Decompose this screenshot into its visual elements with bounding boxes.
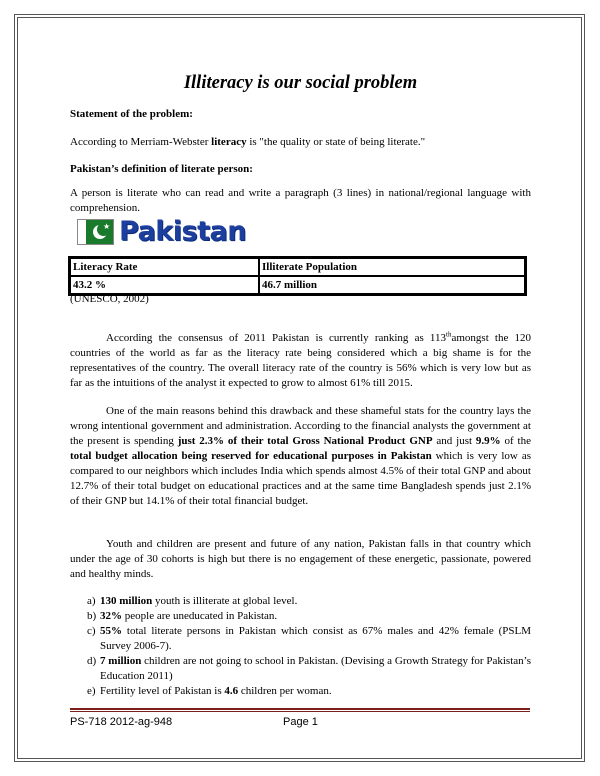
list-text: Fertility level of Pakistan is [100, 685, 225, 697]
list-marker: c) [87, 625, 96, 637]
p2-e: of the [500, 435, 531, 447]
pakistan-flag-icon: ★ [77, 219, 114, 245]
p2-f: total budget allocation being reserved for educational purposes in Pakistan [70, 450, 432, 462]
list-item [70, 684, 531, 699]
list-marker: b) [87, 610, 97, 622]
footer-code: PS-718 2012-ag-948 [70, 716, 173, 728]
list-bold: 4.6 [224, 685, 239, 697]
list-text: children per woman. [238, 685, 332, 697]
p1-a: According the consensus of 2011 Pakistan is currently ranking as 113 [106, 332, 447, 344]
p1-b: amongst the 120 countries of the world as far as the literacy rate being considered which a big shame is for the representatives of the country. The overall literacy rate of the country is 56% which is very low but as far as the intuitions of the analyst it expected to grow to almost 61% till 2015. [70, 332, 532, 389]
list-marker: e) [87, 685, 96, 697]
list-marker: d) [87, 655, 97, 667]
merriam-post: is "the quality or state of being literate." [246, 136, 426, 148]
list-text: total literate persons in Pakistan which consist as 67% males and 42% female (PSLM Survey 2006-7). [100, 625, 531, 652]
list-item [70, 594, 531, 609]
statistics-list [70, 594, 531, 699]
list-marker: a) [87, 595, 96, 607]
p2-a: One of the main reasons behind this drawback and these shameful stats for the country lays the wrong intentional government and administration. According to the financial analysts the government at the present is spending [70, 405, 531, 447]
footer-rule-thin [70, 711, 530, 712]
paragraph-ranking [70, 331, 531, 391]
definition-heading: Pakistan’s definition of literate person: [70, 163, 253, 175]
p2-g: which is very low as compared to our neighbors which includes India which spends almost 4.5% of their total GNP and about 12.7% of their total budget on educational practices and at the same time Bangladesh spends just 2.1% of their GNP but 14.1% of their total financial budget. [70, 450, 531, 507]
paragraph-youth: Youth and children are present and future of any nation, Pakistan falls in that country which under the age of 30 cohorts is high but there is no engagement of these energetic, passionate, powered and healthy minds. [70, 538, 531, 580]
table-header-literacy-rate: Literacy Rate [70, 258, 259, 276]
table-cell-literacy-rate: 43.2 % [70, 276, 259, 294]
p1-sup: th [446, 330, 452, 339]
list-bold: 32% [100, 610, 122, 622]
literacy-table [68, 256, 527, 296]
list-bold: 7 million [100, 655, 142, 667]
list-bold: 55% [100, 625, 122, 637]
merriam-definition [70, 135, 531, 150]
definition-text: A person is literate who can read and write a paragraph (3 lines) in national/regional language with comprehension. [70, 187, 531, 214]
p2-b: just 2.3% of their total Gross National Product GNP [177, 435, 433, 447]
table-header-illiterate-population: Illiterate Population [259, 258, 525, 276]
paragraph-budget [70, 404, 531, 509]
table-header-row [70, 258, 525, 276]
table-cell-illiterate-population: 46.7 million [259, 276, 525, 294]
list-item [70, 624, 531, 654]
list-item [70, 654, 531, 684]
list-item [70, 609, 531, 624]
list-text: children are not going to school in Pakistan. (Devising a Growth Strategy for Pakistan’s Education 2011) [100, 655, 531, 682]
logo-text: Pakistan [119, 216, 246, 247]
merriam-term: literacy [211, 136, 247, 148]
list-text: youth is illiterate at global level. [152, 595, 298, 607]
page-number: Page 1 [283, 716, 318, 728]
footer-rule [70, 708, 530, 710]
list-text: people are uneducated in Pakistan. [122, 610, 278, 622]
p2-c: and just [432, 435, 476, 447]
table-source: (UNESCO, 2002) [70, 293, 149, 305]
list-bold: 130 million [100, 595, 153, 607]
p2-d: 9.9% [475, 435, 501, 447]
pakistan-logo [77, 218, 246, 245]
statement-heading: Statement of the problem: [70, 108, 193, 120]
document-title: Illiteracy is our social problem [183, 73, 418, 93]
merriam-pre: According to Merriam-Webster [70, 136, 212, 148]
